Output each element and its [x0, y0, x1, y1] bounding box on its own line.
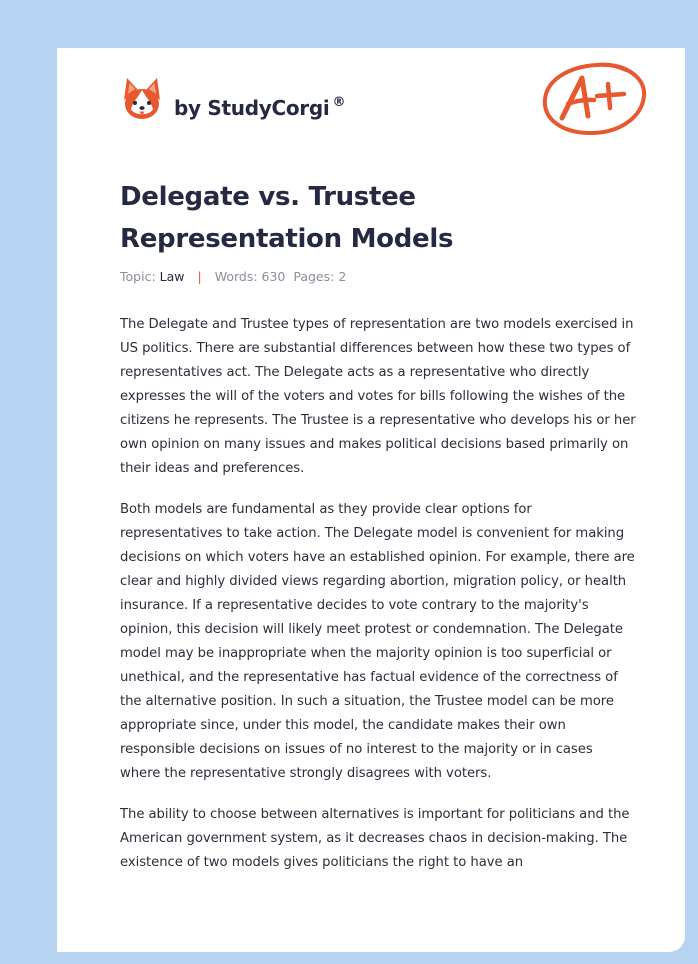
paragraph: The Delegate and Trustee types of representation are two models exercised in US politics. There are substantial differences between how these two types of representatives act. The Delegate acts as a representative who directly expresses the will of the voters and votes for bills following the wishes of the citizens he represents. The Trustee is a representative who develops his or her own opinion on many issues and makes political decisions based primarily on their ideas and preferences.	[120, 317, 636, 476]
a-plus-badge-icon	[538, 58, 650, 140]
meta-separator: |	[197, 269, 202, 284]
document-meta	[120, 269, 346, 284]
paragraph: Both models are fundamental as they provide clear options for representatives to take action. The Delegate model is convenient for making decisions on which voters have an established opinion. For example, there are clear and highly divided views regarding abortion, migration policy, or health insurance. If a representative decides to vote contrary to the majority's opinion, this decision will likely meet protest or condemnation. The Delegate model may be inappropriate when the majority opinion is too superficial or unethical, and the representative has factual evidence of the correctness of the alternative position. In such a situation, the Trustee model can be more appropriate since, under this model, the candidate makes their own responsible decisions on issues of no interest to the majority or in cases where the representative strongly disagrees with voters.	[120, 502, 635, 781]
paragraph: The ability to choose between alternatives is important for politicians and the American government system, as it decreases chaos in decision-making. The existence of two models gives politicians the right to have an	[120, 807, 630, 870]
pages-count: 2	[338, 269, 347, 284]
corgi-logo-icon	[121, 76, 163, 122]
brand-name: by StudyCorgi ®	[174, 94, 346, 120]
document-title: Delegate vs. Trustee Representation Models	[120, 182, 454, 254]
header	[57, 48, 685, 158]
document-body	[120, 313, 636, 892]
words-count: 630	[261, 269, 286, 284]
topic-label: Topic:	[120, 269, 156, 284]
words-label: Words:	[214, 269, 258, 284]
pages-label: Pages:	[293, 269, 335, 284]
topic-link[interactable]: Law	[159, 269, 185, 284]
document-page	[57, 48, 685, 952]
studycorgi-logo[interactable]	[121, 76, 345, 122]
registered-mark: ®	[332, 94, 346, 110]
